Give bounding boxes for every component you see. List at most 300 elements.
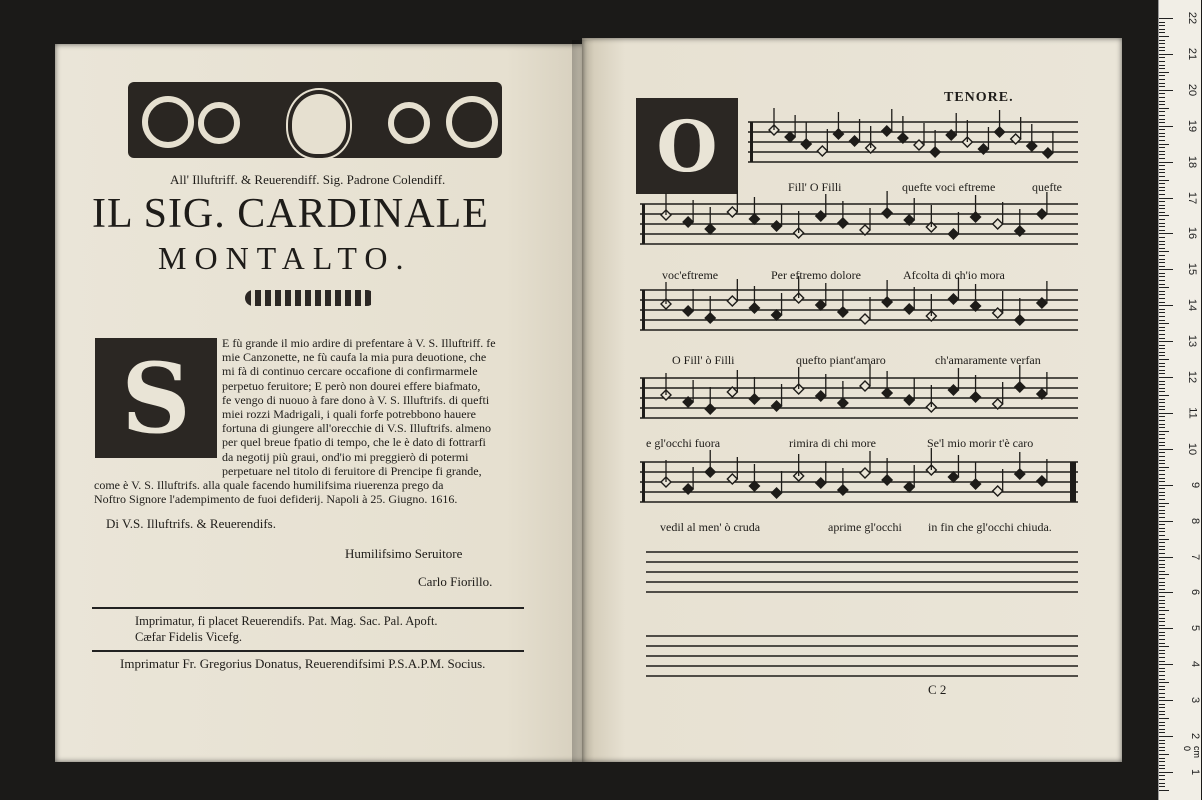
ruler-tick bbox=[1159, 316, 1165, 317]
ruler-tick bbox=[1159, 416, 1165, 417]
ruler-number: 15 bbox=[1185, 263, 1198, 276]
ruler-number: 20 bbox=[1185, 83, 1198, 96]
body-line: mie Canzonette, ne fù caufa la mia pura deuotione, che bbox=[222, 350, 487, 365]
ruler-tick bbox=[1159, 485, 1173, 486]
ruler-tick bbox=[1159, 506, 1165, 507]
imprimatur-1b: Cæfar Fidelis Vicefg. bbox=[135, 630, 242, 644]
ruler-tick bbox=[1159, 661, 1165, 662]
ruler-tick bbox=[1159, 162, 1173, 163]
ruler-tick bbox=[1159, 571, 1165, 572]
ruler-tick bbox=[1159, 111, 1165, 112]
ruler-tick bbox=[1159, 359, 1169, 360]
ruler-tick bbox=[1159, 632, 1165, 633]
ruler-tick bbox=[1159, 255, 1165, 256]
ruler-tick bbox=[1159, 643, 1165, 644]
ruler-tick bbox=[1159, 154, 1165, 155]
body-line: fe vengo di nuouo à fare dono à V. S. Illuftrifs. di quefti bbox=[222, 392, 490, 407]
signature-mark: C 2 bbox=[928, 682, 947, 697]
ruler-tick bbox=[1159, 406, 1165, 407]
ruler-tick bbox=[1159, 262, 1165, 263]
ruler-tick bbox=[1159, 302, 1165, 303]
ruler-tick bbox=[1159, 366, 1165, 367]
ruler-tick bbox=[1159, 736, 1173, 737]
imprimatur-1a: Imprimatur, fi placet Reuerendifs. Pat. Mag. Sac. Pal. Apoft. bbox=[135, 614, 438, 628]
ruler-tick bbox=[1159, 248, 1165, 249]
ruler-tick bbox=[1159, 528, 1165, 529]
ruler-tick bbox=[1159, 539, 1169, 540]
initial-letter: S bbox=[121, 341, 191, 455]
music-initial-letter: O bbox=[656, 104, 718, 188]
note-icon bbox=[904, 482, 914, 492]
note-icon bbox=[683, 306, 693, 316]
ruler-tick bbox=[1159, 424, 1165, 425]
ruler-tick bbox=[1159, 740, 1165, 741]
ruler-tick bbox=[1159, 732, 1165, 733]
ruler-tick bbox=[1159, 557, 1173, 558]
body-line: E fù grande il mio ardire di prefentare à V. S. Illuftriff. fe bbox=[222, 336, 496, 350]
note-icon bbox=[772, 488, 782, 498]
body-line: perpetuo feruitore; E però non dourei effere biafmato, bbox=[222, 378, 481, 393]
ruler-tick bbox=[1159, 675, 1165, 676]
ruler-tick bbox=[1159, 718, 1169, 719]
ruler-tick bbox=[1159, 305, 1173, 306]
ruler-tick bbox=[1159, 653, 1165, 654]
ruler-tick bbox=[1159, 334, 1165, 335]
ruler-tick bbox=[1159, 517, 1165, 518]
ruler-tick bbox=[1159, 442, 1165, 443]
ruler-tick bbox=[1159, 327, 1165, 328]
ruler-tick bbox=[1159, 467, 1169, 468]
ruler-tick bbox=[1159, 370, 1165, 371]
ruler-tick bbox=[1159, 291, 1165, 292]
title-line-1: IL SIG. CARDINALE bbox=[92, 191, 489, 237]
ruler-tick bbox=[1159, 686, 1165, 687]
ruler-tick bbox=[1159, 144, 1169, 145]
ruler-tick bbox=[1159, 657, 1165, 658]
lyric-fragment: rimira di chi more bbox=[789, 436, 876, 450]
ruler-tick bbox=[1159, 470, 1165, 471]
body-line: per quel breue fpatio di tempo, che le è dato di fottrarfi bbox=[222, 435, 486, 450]
ruler-tick bbox=[1159, 682, 1169, 683]
ruler-tick bbox=[1159, 323, 1169, 324]
ruler-tick bbox=[1159, 273, 1165, 274]
ruler-tick bbox=[1159, 341, 1173, 342]
ruler-number: 13 bbox=[1185, 334, 1198, 348]
ruler-tick bbox=[1159, 664, 1173, 665]
ruler-tick bbox=[1159, 535, 1165, 536]
ruler-tick bbox=[1159, 29, 1165, 30]
ruler-tick bbox=[1159, 338, 1165, 339]
ruler-number: 22 bbox=[1185, 11, 1198, 25]
ruler-tick bbox=[1159, 409, 1165, 410]
ruler-tick bbox=[1159, 449, 1173, 450]
ruler-tick bbox=[1159, 136, 1165, 137]
lyric-fragment: ch'amaramente verfan bbox=[935, 353, 1041, 367]
ruler-tick bbox=[1159, 233, 1173, 234]
ruler-tick bbox=[1159, 352, 1165, 353]
ruler-tick bbox=[1159, 269, 1173, 270]
note-icon bbox=[882, 126, 892, 136]
ruler-tick bbox=[1159, 524, 1165, 525]
closing: Humilifsimo Seruitore bbox=[345, 546, 463, 561]
note-icon bbox=[817, 146, 827, 156]
ruler-tick bbox=[1159, 294, 1165, 295]
ruler-tick bbox=[1159, 388, 1165, 389]
ruler-number: 1 bbox=[1188, 768, 1201, 775]
note-icon bbox=[993, 219, 1003, 229]
lyric-fragment: quefte voci eftreme bbox=[902, 180, 996, 194]
note-icon bbox=[1037, 209, 1047, 219]
ruler-tick bbox=[1159, 607, 1165, 608]
ruler-tick bbox=[1159, 775, 1165, 776]
ruler-tick bbox=[1159, 212, 1165, 213]
ruler-tick bbox=[1159, 553, 1165, 554]
lyric-fragment: in fin che gl'occhi chiuda. bbox=[928, 520, 1052, 534]
ruler-tick bbox=[1159, 312, 1165, 313]
ruler-tick bbox=[1159, 413, 1173, 414]
note-icon bbox=[860, 314, 870, 324]
salutation: Di V.S. Illuftrifs. & Reuerendifs. bbox=[106, 516, 276, 531]
ruler-number: 4 bbox=[1188, 661, 1201, 668]
ruler-tick bbox=[1159, 108, 1169, 109]
ruler-tick bbox=[1159, 456, 1165, 457]
ruler-tick bbox=[1159, 190, 1165, 191]
ruler-tick bbox=[1159, 115, 1165, 116]
ruler-tick bbox=[1159, 722, 1165, 723]
note-icon bbox=[785, 132, 795, 142]
ruler-tick bbox=[1159, 140, 1165, 141]
note-icon bbox=[816, 391, 826, 401]
ruler-tick bbox=[1159, 40, 1165, 41]
ruler-tick bbox=[1159, 549, 1165, 550]
ruler-tick bbox=[1159, 205, 1165, 206]
ruler-tick bbox=[1159, 765, 1165, 766]
lyric-fragment: Afcolta di ch'io mora bbox=[903, 268, 1005, 282]
ruler-tick bbox=[1159, 585, 1165, 586]
ruler-tick bbox=[1159, 309, 1165, 310]
ruler-tick bbox=[1159, 478, 1165, 479]
ruler-tick bbox=[1159, 574, 1169, 575]
note-icon bbox=[772, 401, 782, 411]
ruler-tick bbox=[1159, 133, 1165, 134]
ruler-tick bbox=[1159, 402, 1165, 403]
ruler-number: 11 bbox=[1186, 407, 1199, 419]
ruler-tick bbox=[1159, 779, 1165, 780]
staff bbox=[646, 552, 1078, 592]
ruler-tick bbox=[1159, 729, 1165, 730]
ruler-tick bbox=[1159, 298, 1165, 299]
ruler-tick bbox=[1159, 750, 1165, 751]
ruler-tick bbox=[1159, 503, 1169, 504]
ruler-number: 8 bbox=[1188, 517, 1201, 524]
lyric-fragment: voc'eftreme bbox=[662, 268, 719, 282]
imprimatur-2: Imprimatur Fr. Gregorius Donatus, Reuerendifsimi P.S.A.P.M. Socius. bbox=[120, 656, 486, 671]
ruler-tick bbox=[1159, 747, 1165, 748]
ruler-tick bbox=[1159, 90, 1173, 91]
ruler-tick bbox=[1159, 244, 1165, 245]
ruler-tick bbox=[1159, 172, 1165, 173]
note-icon bbox=[904, 304, 914, 314]
note-icon bbox=[948, 294, 958, 304]
ruler-number: 5 bbox=[1188, 625, 1201, 632]
ruler-tick bbox=[1159, 348, 1165, 349]
ruler-tick bbox=[1159, 582, 1165, 583]
clef-icon bbox=[642, 204, 645, 244]
ruler-unit: cm 0 bbox=[1182, 746, 1202, 758]
ruler-tick bbox=[1159, 79, 1165, 80]
ruler-tick bbox=[1159, 452, 1165, 453]
ruler-tick bbox=[1159, 194, 1165, 195]
ruler-tick bbox=[1159, 463, 1165, 464]
ruler-tick bbox=[1159, 650, 1165, 651]
ruler-tick bbox=[1159, 187, 1165, 188]
ruler-tick bbox=[1159, 259, 1165, 260]
body-line: mi fà di continuo cercare occafione di confirmarmele bbox=[222, 364, 478, 379]
ruler-tick bbox=[1159, 25, 1165, 26]
ruler-tick bbox=[1159, 215, 1169, 216]
ruler-tick bbox=[1159, 50, 1165, 51]
ruler-tick bbox=[1159, 57, 1165, 58]
ruler-tick bbox=[1159, 521, 1173, 522]
ruler-tick bbox=[1159, 714, 1165, 715]
ruler-tick bbox=[1159, 68, 1165, 69]
clef-icon bbox=[642, 462, 645, 502]
ruler-tick bbox=[1159, 510, 1165, 511]
note-icon bbox=[948, 472, 958, 482]
ruler-tick bbox=[1159, 635, 1165, 636]
note-icon bbox=[948, 385, 958, 395]
ruler-tick bbox=[1159, 679, 1165, 680]
staff bbox=[640, 364, 1078, 418]
staff bbox=[640, 190, 1078, 244]
ruler-tick bbox=[1159, 384, 1165, 385]
ruler-tick bbox=[1159, 610, 1169, 611]
ruler-tick bbox=[1159, 276, 1165, 277]
ruler-tick bbox=[1159, 697, 1165, 698]
ruler-tick bbox=[1159, 183, 1165, 184]
clef-icon bbox=[642, 290, 645, 330]
note-icon bbox=[816, 300, 826, 310]
note-icon bbox=[1037, 476, 1047, 486]
ruler-number: 14 bbox=[1185, 299, 1198, 312]
ruler-number: 16 bbox=[1185, 227, 1198, 240]
ruler-tick bbox=[1159, 431, 1169, 432]
ruler-tick bbox=[1159, 531, 1165, 532]
ruler-tick bbox=[1159, 237, 1165, 238]
ruler-tick bbox=[1159, 671, 1165, 672]
ruler-tick bbox=[1159, 169, 1165, 170]
ruler-tick bbox=[1159, 768, 1165, 769]
ruler-tick bbox=[1159, 287, 1169, 288]
ruler-tick bbox=[1159, 93, 1165, 94]
ruler-tick bbox=[1159, 560, 1165, 561]
ruler-tick bbox=[1159, 758, 1165, 759]
note-icon bbox=[772, 310, 782, 320]
ruler-tick bbox=[1159, 43, 1165, 44]
ruler-tick bbox=[1159, 614, 1165, 615]
ruler-tick bbox=[1159, 704, 1165, 705]
ruler-number: 6 bbox=[1188, 589, 1201, 596]
note-icon bbox=[904, 395, 914, 405]
body-line: perpetuare nel titolo di feruitore di Prencipe fi grande, bbox=[222, 463, 482, 478]
note-icon bbox=[816, 211, 826, 221]
ruler-tick bbox=[1159, 147, 1165, 148]
ruler-number: 2 bbox=[1188, 732, 1201, 740]
ruler-number: 19 bbox=[1185, 119, 1198, 132]
ruler-tick bbox=[1159, 101, 1165, 102]
ruler-tick bbox=[1159, 542, 1165, 543]
ruler-number: 3 bbox=[1188, 697, 1201, 704]
ruler-tick bbox=[1159, 639, 1165, 640]
ruler-tick bbox=[1159, 241, 1165, 242]
ruler-tick bbox=[1159, 546, 1165, 547]
clef-icon bbox=[750, 122, 753, 162]
ruler-number: 7 bbox=[1188, 553, 1201, 560]
lyric-fragment: quefto piant'amaro bbox=[796, 353, 886, 367]
signature: Carlo Fiorillo. bbox=[418, 574, 493, 589]
ruler-tick bbox=[1159, 104, 1165, 105]
ruler-tick bbox=[1159, 603, 1165, 604]
ruler-number: 9 bbox=[1188, 481, 1201, 488]
ruler-tick bbox=[1159, 754, 1169, 755]
lyric-fragment: e gl'occhi fuora bbox=[646, 436, 721, 450]
ruler-tick bbox=[1159, 707, 1165, 708]
ruler-tick bbox=[1159, 427, 1165, 428]
ruler-tick bbox=[1159, 284, 1165, 285]
ruler-tick bbox=[1159, 180, 1169, 181]
note-icon bbox=[850, 136, 860, 146]
ruler-tick bbox=[1159, 420, 1165, 421]
ruler-tick bbox=[1159, 22, 1165, 23]
ruler-tick bbox=[1159, 201, 1165, 202]
ruler-tick bbox=[1159, 158, 1165, 159]
ruler-tick bbox=[1159, 126, 1173, 127]
ruler-tick bbox=[1159, 330, 1165, 331]
ruler-tick bbox=[1159, 628, 1173, 629]
ruler-tick bbox=[1159, 567, 1165, 568]
lyric-fragment: quefte bbox=[1032, 180, 1062, 194]
ruler-tick bbox=[1159, 618, 1165, 619]
lyric-fragment: Fill' O Filli bbox=[788, 180, 842, 194]
ruler-tick bbox=[1159, 223, 1165, 224]
ruler-tick bbox=[1159, 600, 1165, 601]
lyric-fragment: O Fill' ò Filli bbox=[672, 353, 735, 367]
ruler-tick bbox=[1159, 460, 1165, 461]
ruler-tick bbox=[1159, 86, 1165, 87]
staff bbox=[748, 108, 1078, 162]
ruler-tick bbox=[1159, 625, 1165, 626]
body-line: da negotij più graui, ond'io mi preggierò di potermi bbox=[222, 449, 469, 464]
body-line: miei rozzi Madrigali, i quali forfe potrebbono hauere bbox=[222, 407, 476, 421]
body-line: come è V. S. Illuftrifs. alla quale facendo humilifsima riuerenza prego da bbox=[94, 478, 444, 492]
ruler-tick bbox=[1159, 646, 1169, 647]
staff bbox=[640, 276, 1078, 330]
ruler-number: 21 bbox=[1185, 47, 1198, 61]
ruler-number: 17 bbox=[1185, 191, 1198, 204]
note-icon bbox=[860, 468, 870, 478]
ruler-tick bbox=[1159, 564, 1165, 565]
ruler-tick bbox=[1159, 790, 1169, 791]
ruler-tick bbox=[1159, 668, 1165, 669]
ruler-tick bbox=[1159, 513, 1165, 514]
ruler-tick bbox=[1159, 373, 1165, 374]
note-icon bbox=[816, 478, 826, 488]
note-icon bbox=[727, 207, 737, 217]
ruler-tick bbox=[1159, 474, 1165, 475]
ruler-tick bbox=[1159, 165, 1165, 166]
ruler-tick bbox=[1159, 786, 1165, 787]
ruler-tick bbox=[1159, 61, 1165, 62]
ruler-tick bbox=[1159, 391, 1165, 392]
ruler-tick bbox=[1159, 578, 1165, 579]
ruler-tick bbox=[1159, 151, 1165, 152]
ruler-tick bbox=[1159, 395, 1169, 396]
ruler-tick bbox=[1159, 492, 1165, 493]
ruler-tick bbox=[1159, 488, 1165, 489]
ruler-tick bbox=[1159, 381, 1165, 382]
lyric-fragment: Se'l mio morir t'è caro bbox=[927, 436, 1034, 450]
ruler-tick bbox=[1159, 355, 1165, 356]
ruler-tick bbox=[1159, 129, 1165, 130]
ruler-tick bbox=[1159, 230, 1165, 231]
ruler-tick bbox=[1159, 208, 1165, 209]
ruler-tick bbox=[1159, 434, 1165, 435]
title-line-2: MONTALTO. bbox=[158, 240, 412, 276]
ruler-tick bbox=[1159, 119, 1165, 120]
ruler-tick bbox=[1159, 97, 1165, 98]
ruler-tick bbox=[1159, 783, 1165, 784]
ruler-tick bbox=[1159, 75, 1165, 76]
note-icon bbox=[727, 296, 737, 306]
ruler-tick bbox=[1159, 320, 1165, 321]
ruler-tick bbox=[1159, 266, 1165, 267]
ruler-tick bbox=[1159, 251, 1169, 252]
note-icon bbox=[772, 221, 782, 231]
ruler-tick bbox=[1159, 689, 1165, 690]
ruler-tick bbox=[1159, 772, 1173, 773]
body-line: Noftro Signore l'adempimento de fuoi defiderij. Napoli à 25. Giugno. 1616. bbox=[94, 492, 458, 507]
ruler-tick bbox=[1159, 72, 1169, 73]
final-barline bbox=[1070, 462, 1076, 502]
ruler-tick bbox=[1159, 589, 1165, 590]
note-icon bbox=[683, 217, 693, 227]
note-icon bbox=[860, 381, 870, 391]
ruler-tick bbox=[1159, 345, 1165, 346]
ruler-tick bbox=[1159, 47, 1165, 48]
ruler-number: 18 bbox=[1185, 155, 1198, 168]
ruler-tick bbox=[1159, 219, 1165, 220]
ruler-tick bbox=[1159, 495, 1165, 496]
part-name: TENORE. bbox=[944, 90, 1014, 105]
ruler-tick bbox=[1159, 54, 1173, 55]
ruler-tick bbox=[1159, 596, 1165, 597]
ruler-tick bbox=[1159, 176, 1165, 177]
ruler-tick bbox=[1159, 445, 1165, 446]
note-icon bbox=[1043, 148, 1053, 158]
staff bbox=[646, 636, 1078, 676]
note-icon bbox=[948, 229, 958, 239]
staff bbox=[640, 448, 1078, 502]
ruler-tick bbox=[1159, 280, 1165, 281]
ruler-tick bbox=[1159, 592, 1173, 593]
ruler-tick bbox=[1159, 377, 1173, 378]
dedication-line: All' Illuftriff. & Reuerendiff. Sig. Padrone Colendiff. bbox=[170, 172, 446, 187]
ruler-tick bbox=[1159, 499, 1165, 500]
ruler-tick bbox=[1159, 32, 1165, 33]
ruler-tick bbox=[1159, 18, 1173, 19]
ruler-tick bbox=[1159, 83, 1165, 84]
ruler-tick bbox=[1159, 743, 1165, 744]
